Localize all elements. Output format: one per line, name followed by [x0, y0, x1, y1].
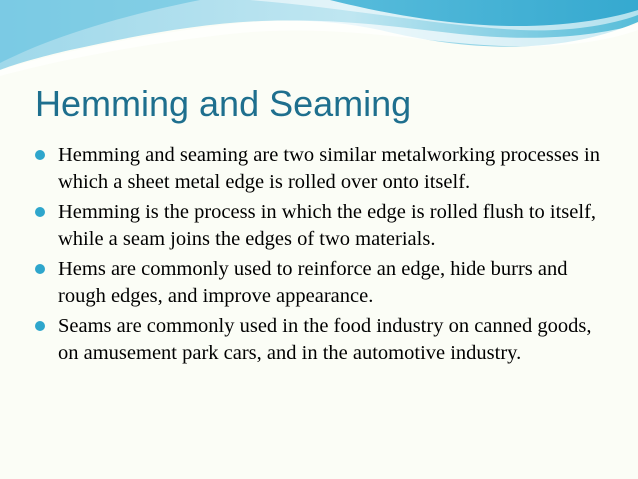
bullet-list: [35, 142, 605, 370]
bullet-item: [35, 199, 605, 252]
slide-title: Hemming and Seaming: [35, 83, 412, 124]
bullet-text: Hemming is the process in which the edge is rolled flush to itself, while a seam joins the edges of two materials.: [58, 201, 597, 250]
bullet-icon: [35, 207, 45, 217]
bullet-icon: [35, 150, 45, 160]
bullet-item: [35, 313, 605, 366]
bullet-text: Seams are commonly used in the food industry on canned goods, on amusement park cars, and in the automotive industry.: [58, 315, 592, 364]
bullet-item: [35, 256, 605, 309]
bullet-icon: [35, 321, 45, 331]
header-wave-decoration: [0, 0, 638, 80]
bullet-item: [35, 142, 605, 195]
bullet-text: Hems are commonly used to reinforce an edge, hide burrs and rough edges, and improve appearance.: [58, 258, 568, 307]
bullet-icon: [35, 264, 45, 274]
bullet-text: Hemming and seaming are two similar metalworking processes in which a sheet metal edge is rolled over onto itself.: [58, 144, 600, 193]
